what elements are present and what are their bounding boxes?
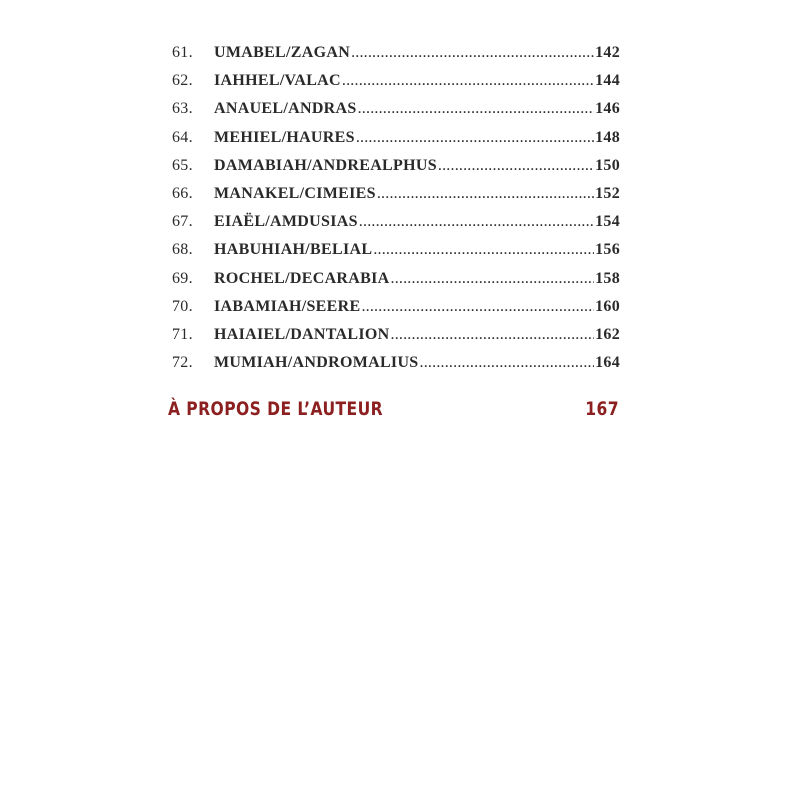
- toc-entry-number: 68.: [172, 241, 193, 259]
- toc-entry-number: 62.: [172, 72, 193, 90]
- toc-entry-number: 64.: [172, 128, 193, 146]
- toc-entry-page: 148: [595, 128, 620, 146]
- toc-section-about-author: [168, 398, 619, 420]
- toc-entry-page: 158: [595, 269, 620, 287]
- toc-entry-title: HABUHIAH/BELIAL: [214, 241, 373, 259]
- toc-entry-number: 72.: [172, 354, 193, 372]
- toc-entry-title: EIAËL/AMDUSIAS: [214, 213, 358, 231]
- toc-entry-number: 66.: [172, 184, 193, 202]
- toc-dot-leader: [391, 270, 595, 288]
- toc-entry-page: 144: [595, 72, 620, 90]
- toc-entry-number: 61.: [172, 44, 193, 61]
- toc-dot-leader: [377, 185, 594, 203]
- toc-entry-page: 164: [595, 354, 620, 372]
- toc-entry-page: 152: [595, 184, 620, 202]
- toc-entry-63: [172, 100, 620, 128]
- toc-dot-leader: [361, 298, 594, 316]
- toc-entry-title: DAMABIAH/ANDREALPHUS: [214, 156, 437, 174]
- toc-entry-69: [172, 270, 620, 298]
- toc-entry-page: 160: [595, 297, 620, 315]
- toc-entry-title: MANAKEL/CIMEIES: [214, 184, 376, 202]
- toc-entry-number: 71.: [172, 325, 193, 343]
- toc-entry-66: [172, 185, 620, 213]
- toc-entry-number: 65.: [172, 156, 193, 174]
- toc-entry-62: [172, 72, 620, 100]
- toc-entry-71: [172, 326, 620, 354]
- toc-entry-67: [172, 213, 620, 241]
- toc-entry-title: IAHHEL/VALAC: [214, 72, 341, 90]
- toc-dot-leader: [373, 241, 594, 259]
- toc-entry-65: [172, 157, 620, 185]
- toc-entry-72: [172, 354, 620, 382]
- toc-entry-page: 146: [595, 100, 620, 118]
- toc-dot-leader: [356, 129, 594, 147]
- section-page: 167: [585, 398, 619, 420]
- toc-entry-70: [172, 298, 620, 326]
- toc-entry-number: 69.: [172, 269, 193, 287]
- section-title: À PROPOS DE L’AUTEUR: [168, 398, 384, 420]
- toc-entry-number: 70.: [172, 297, 193, 315]
- toc-dot-leader: [358, 100, 595, 118]
- toc-entry-number: 67.: [172, 213, 193, 231]
- toc-entry-page: 162: [595, 325, 620, 343]
- toc-entry-page: 150: [595, 156, 620, 174]
- toc-entry-number: 63.: [172, 100, 193, 118]
- toc-dot-leader: [391, 326, 595, 344]
- toc-entry-68: [172, 241, 620, 269]
- toc-entry-title: IABAMIAH/SEERE: [214, 297, 361, 315]
- toc-dot-leader: [342, 72, 594, 90]
- toc-dot-leader: [351, 44, 594, 62]
- toc-entry-title: ANAUEL/ANDRAS: [214, 100, 357, 118]
- toc-entry-page: 154: [595, 213, 620, 231]
- toc-entry-title: MEHIEL/HAURES: [214, 128, 355, 146]
- toc-entry-title: MUMIAH/ANDROMALIUS: [214, 354, 419, 372]
- toc-entry-64: [172, 129, 620, 157]
- toc-entry-title: UMABEL/ZAGAN: [214, 44, 351, 61]
- toc-entry-61: [172, 44, 620, 72]
- toc-dot-leader: [420, 354, 595, 372]
- toc-entry-page: 156: [595, 241, 620, 259]
- toc-entry-page: 142: [595, 44, 620, 61]
- toc-dot-leader: [359, 213, 594, 231]
- toc-entry-title: HAIAIEL/DANTALION: [214, 325, 390, 343]
- toc-entry-title: ROCHEL/DECARABIA: [214, 269, 390, 287]
- toc-dot-leader: [438, 157, 594, 175]
- table-of-contents: [172, 44, 620, 382]
